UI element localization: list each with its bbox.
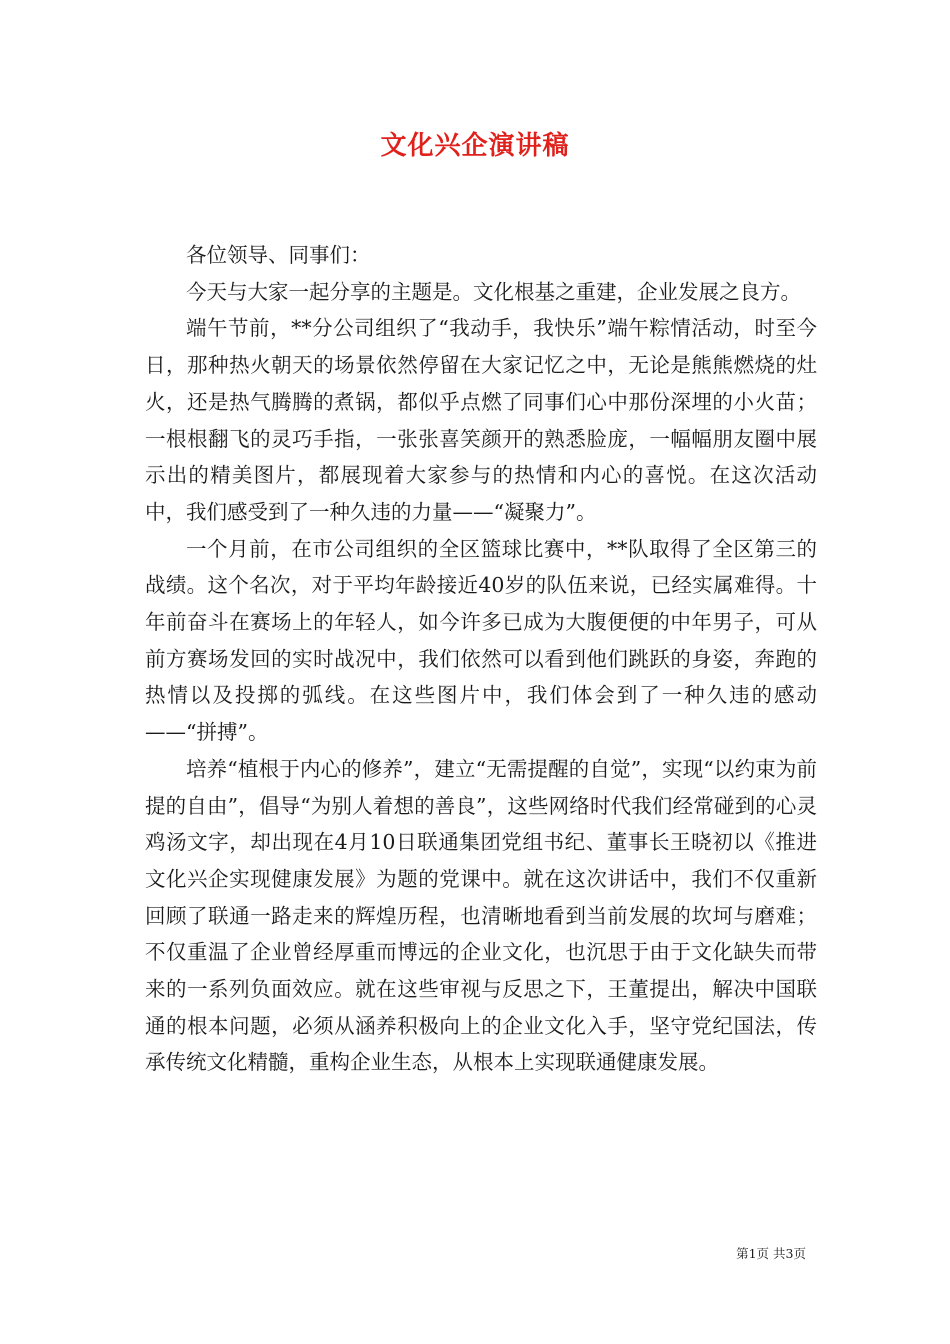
paragraph: 培养“植根于内心的修养”，建立“无需提醒的自觉”，实现“以约束为前提的自由”，倡导“为别人着想的善良”，这些网络时代我们经常碰到的心灵鸡汤文字，却出现在4月10日联通集团党组书纪、董事长王晓初以《推进文化兴企实现健康发展》为题的党课中。就在这次讲话中，我们不仅重新回顾了联通一路走来的辉煌历程，也清晰地看到当前发展的坎坷与磨难；不仅重温了企业曾经厚重而博远的企业文化，也沉思于由于文化缺失而带来的一系列负面效应。就在这些审视与反思之下，王董提出，解决中国联通的根本问题，必须从涵养积极向上的企业文化入手，坚守党纪国法，传承传统文化精髓，重构企业生态，从根本上实现联通健康发展。 [145,756,817,1075]
document-title: 文化兴企演讲稿 [380,131,570,161]
salutation: 各位领导、同事们： [186,243,371,267]
paragraph: 端午节前，**分公司组织了“我动手，我快乐”端午粽情活动，时至今日，那种热火朝天的场景依然停留在大家记忆之中，无论是熊熊燃烧的灶火，还是热气腾腾的煮锅，都似乎点燃了同事们心中那份深埋的小火苗；一根根翻飞的灵巧手指，一张张喜笑颜开的熟悉脸庞，一幅幅朋友圈中展示出的精美图片，都展现着大家参与的热情和内心的喜悦。在这次活动中，我们感受到了一种久违的力量——“凝聚力”。 [145,316,817,524]
paragraph: 一个月前，在市公司组织的全区篮球比赛中，**队取得了全区第三的战绩。这个名次，对于平均年龄接近40岁的队伍来说，已经实属难得。十年前奋斗在赛场上的年轻人，如今许多已成为大腹便便的中年男子，可从前方赛场发回的实时战况中，我们依然可以看到他们跳跃的身姿，奔跑的热情以及投掷的弧线。在这些图片中，我们体会到了一种久违的感动——“拼搏”。 [145,536,817,745]
page-number: 第1页 共3页 [736,1246,806,1261]
paragraph: 今天与大家一起分享的主题是。文化根基之重建，企业发展之良方。 [186,279,801,304]
document-body [145,237,817,1081]
